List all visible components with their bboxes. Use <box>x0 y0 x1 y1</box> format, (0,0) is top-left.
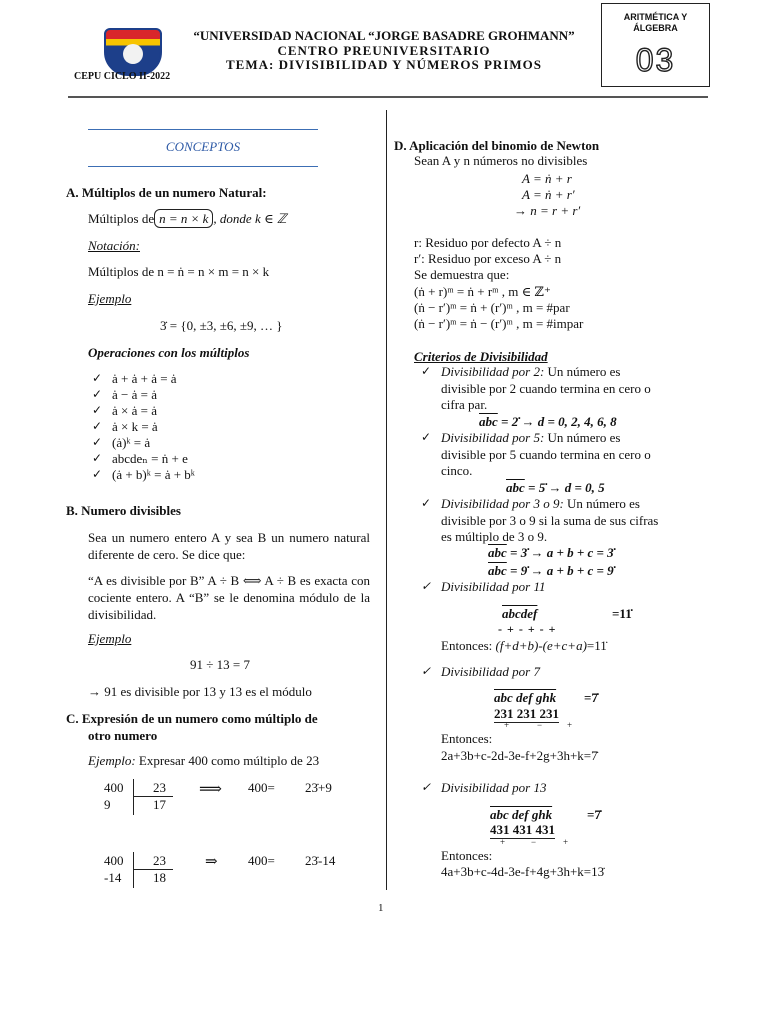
section-d-title: D. Aplicación del binomio de Newton <box>394 138 600 153</box>
notacion-text: Múltiplos de n = ṅ = n × m = n × k <box>88 264 270 279</box>
op-item: ✓ (ȧ + b)ᵏ = ȧ + bᵏ <box>112 467 195 483</box>
criterio-7-sign: − <box>537 720 543 730</box>
criterio-7-sign: + <box>504 720 510 730</box>
newton-eq-1: (ṅ + r)ᵐ = ṅ + rᵐ , m ∈ ℤ⁺ <box>414 284 551 299</box>
section-b-title: B. Numero divisibles <box>66 503 181 518</box>
op-item: ✓ (ȧ)ᵏ = ȧ <box>112 435 150 451</box>
ejemplo-1-formula: 3̇ = {0, ±3, ±6, ±9, … } <box>160 318 283 333</box>
criterio-7-sign: + <box>567 720 573 730</box>
section-c-title-2: otro numero <box>88 728 158 743</box>
criterio-3-formula: $\overline{abc}$ = 3̇ → a + b + c = 3̇ <box>488 545 614 560</box>
conceptos-rule-bottom <box>88 166 318 167</box>
criterio-13-weights: 431 431 431 <box>490 822 555 837</box>
newton-eq-2: (ṅ − r′)ᵐ = ṅ + (r′)ᵐ , m = #par <box>414 300 570 315</box>
div2-remainder: -14 <box>104 870 122 885</box>
university-name: “UNIVERSIDAD NACIONAL “JORGE BASADRE GROHMANN” <box>193 28 575 43</box>
criterio-11-eq: =11̇ <box>612 606 632 621</box>
criterio-7-number: abc def ghk <box>494 690 557 705</box>
div2-result: 23̇-14 <box>305 853 336 868</box>
newton-eq-3: (ṅ − r′)ᵐ = ṅ − (r′)ᵐ , m = #impar <box>414 316 584 331</box>
cycle-label: CEPU CICLO II-2022 <box>74 71 171 82</box>
criterio-2-formula: $\overline{abc}$ = 2̇ → d = 0, 2, 4, 6, 8 <box>479 414 617 429</box>
op-item: ✓ ȧ + ȧ + ȧ = ȧ <box>112 371 177 387</box>
newton-formula-1: A = ṅ + r <box>522 171 572 186</box>
header-divider <box>68 96 708 98</box>
criterio-39-line-1: ✓ Divisibilidad por 3 o 9: Un número es <box>441 496 640 512</box>
criterio-11-title: ✓ Divisibilidad por 11 <box>441 579 545 595</box>
criterios-heading: Criterios de Divisibilidad <box>414 349 548 364</box>
operaciones-heading: Operaciones con los múltiplos <box>88 345 250 360</box>
op-item: ✓ abcdeₙ = ṅ + e <box>112 451 188 467</box>
criterio-13-expression: 4a+3b+c-4d-3e-f+4g+3h+k=13̇ <box>441 864 605 879</box>
newton-formula-3: → n = r + r′ <box>514 203 581 218</box>
criterio-5-formula: $\overline{abc}$ = 5̇ → d = 0, 5 <box>506 480 605 495</box>
residuo-exceso: r′: Residuo por exceso A ÷ n <box>414 251 562 266</box>
div2-divisor: 23 <box>153 853 166 868</box>
criterio-7-eq: =7̇ <box>584 690 598 705</box>
criterio-7-title: ✓ Divisibilidad por 7 <box>441 664 540 680</box>
criterio-13-sign: − <box>531 837 537 847</box>
criterio-7-weights: 231 231 231 <box>494 706 559 721</box>
ejemplo-1-label: Ejemplo <box>88 291 132 306</box>
div2-dividend: 400 <box>104 853 124 868</box>
criterio-9-formula: $\overline{abc}$ = 9̇ → a + b + c = 9̇ <box>488 563 614 578</box>
notacion-label: Notación: <box>88 238 140 253</box>
criterio-39-line-3: es múltiplo de 3 o 9. <box>441 529 548 544</box>
criterio-11-signs: - + - + - + <box>498 622 557 636</box>
criterio-39-line-2: divisible por 3 o 9 si la suma de sus cifras <box>441 513 659 528</box>
residuo-defecto: r: Residuo por defecto A ÷ n <box>414 235 562 250</box>
criterio-7-entonces: Entonces: <box>441 731 493 746</box>
conceptos-rule-top <box>88 129 318 130</box>
column-divider <box>386 110 387 890</box>
subject-box <box>601 3 710 87</box>
div1-vbar <box>133 779 134 815</box>
div1-dividend: 400 <box>104 780 124 795</box>
div1-result-left: 400= <box>248 780 275 795</box>
criterio-5-line-2: divisible por 5 cuando termina en cero o <box>441 447 651 462</box>
criterio-13-title: ✓ Divisibilidad por 13 <box>441 780 546 796</box>
criterio-5-line-1: ✓ Divisibilidad por 5: Un número es <box>441 430 620 446</box>
ejemplo-2-label: Ejemplo <box>88 631 132 646</box>
div1-arrow: ⟹ <box>199 781 222 798</box>
section-a-title: A. Múltiplos de un numero Natural: <box>66 185 267 200</box>
conceptos-heading: CONCEPTOS <box>165 139 241 154</box>
div2-arrow: ⇒ <box>205 854 218 870</box>
page-number: 1 <box>378 902 384 914</box>
section-d-intro: Sean A y n números no divisibles <box>414 153 588 168</box>
criterio-13-entonces: Entonces: <box>441 848 493 863</box>
subject-line-2: ÁLGEBRA <box>633 23 678 33</box>
criterio-13-sign: + <box>563 837 569 847</box>
newton-formula-2: A = ṅ + r′ <box>522 187 575 202</box>
div1-remainder: 9 <box>104 797 111 812</box>
center-name: CENTRO PREUNIVERSITARIO <box>277 43 491 58</box>
session-number: 03 <box>635 42 676 78</box>
ejemplo-2-text: → 91 es divisible por 13 y 13 es el módulo <box>88 684 312 699</box>
criterio-5-line-3: cinco. <box>441 463 473 478</box>
div2-vbar <box>133 852 134 888</box>
criterio-13-sign: + <box>500 837 506 847</box>
section-b-paragraph-1: Sea un numero entero A y sea B un numero natural diferente de cero. Se dice que: <box>88 530 370 562</box>
criterio-13-eq: =7̇ <box>587 807 601 822</box>
multiplos-formula: n = n × k <box>154 209 213 228</box>
criterio-11-number: abcdef <box>502 606 538 621</box>
op-item: ✓ ȧ × k = ȧ <box>112 419 158 435</box>
div1-quotient: 17 <box>153 797 166 812</box>
section-c-title-1: C. Expresión de un numero como múltiplo de <box>66 711 318 726</box>
criterio-2-line-2: divisible por 2 cuando termina en cero o <box>441 381 651 396</box>
criterio-2-line-1: ✓ Divisibilidad por 2: Un número es <box>441 364 620 380</box>
op-item: ✓ ȧ − ȧ = ȧ <box>112 387 157 403</box>
section-b-paragraph-2: “A es divisible por B” A ÷ B ⟺ A ÷ B es exacta con cociente entero. A “B” se le denomina módulo de la divisibilidad. <box>88 573 370 622</box>
criterio-2-line-3: cifra par. <box>441 397 488 412</box>
criterio-11-entonces: Entonces: (f+d+b)-(e+c+a)=11̇ <box>441 638 607 653</box>
topic-title: TEMA: DIVISIBILIDAD Y NÚMEROS PRIMOS <box>225 57 542 72</box>
div1-divisor: 23 <box>153 780 166 795</box>
criterio-13-number: abc def ghk <box>490 807 553 822</box>
section-c-example: Ejemplo: Expresar 400 como múltiplo de 23 <box>88 753 320 768</box>
criterio-7-expression: 2a+3b+c-2d-3e-f+2g+3h+k=7̇ <box>441 748 598 763</box>
subject-line-1: ARITMÉTICA Y <box>623 12 688 22</box>
div2-result-left: 400= <box>248 853 275 868</box>
op-item: ✓ ȧ × ȧ = ȧ <box>112 403 157 419</box>
multiplos-definition: Múltiplos de n = n × k , donde k ∈ ℤ <box>88 211 287 226</box>
se-demuestra: Se demuestra que: <box>414 267 510 282</box>
div2-quotient: 18 <box>153 870 166 885</box>
ejemplo-2-formula: 91 ÷ 13 = 7 <box>190 657 250 672</box>
div1-result: 23̇+9 <box>305 780 332 795</box>
